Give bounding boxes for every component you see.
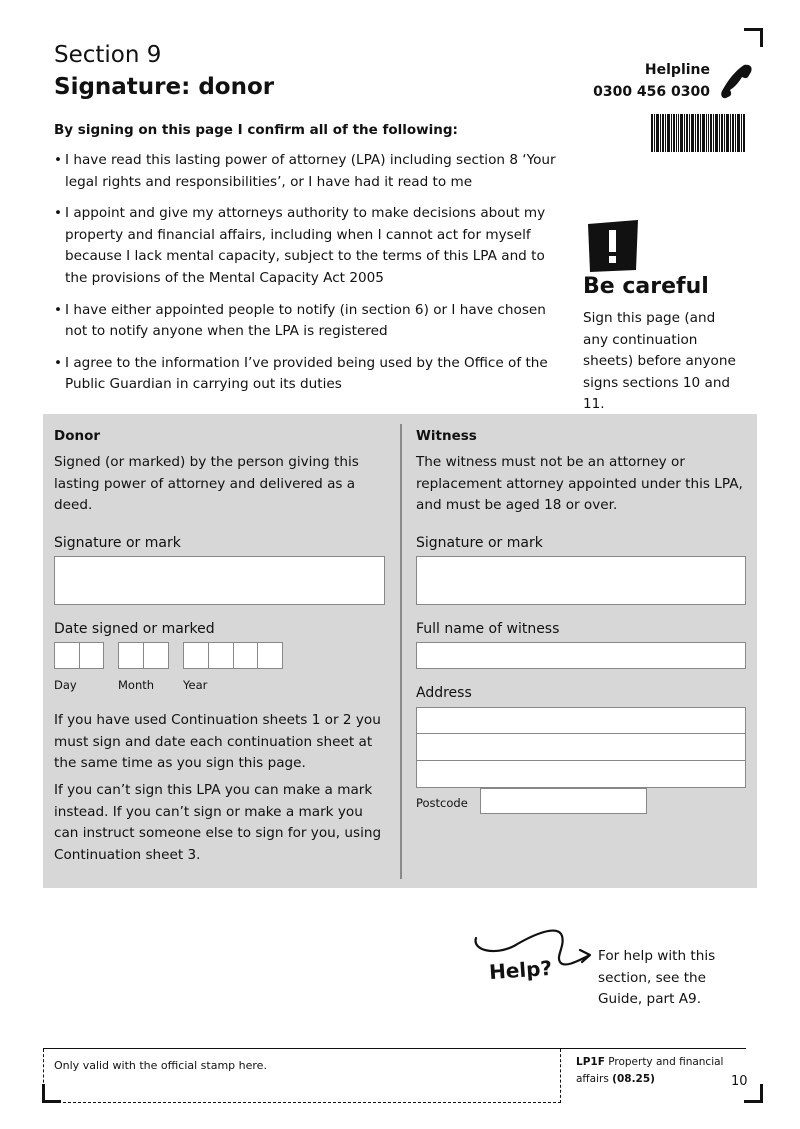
donor-date-label: Date signed or marked <box>54 621 215 637</box>
section-number: Section 9 <box>54 42 162 68</box>
witness-address-label: Address <box>416 685 472 701</box>
witness-address-line-2[interactable] <box>416 733 746 761</box>
help-text: For help with this section, see the Guide, part A9. <box>598 948 716 1008</box>
donor-description: Signed (or marked) by the person giving this lasting power of attorney and delivered as a deed. <box>54 454 359 514</box>
form-code <box>576 1054 726 1088</box>
postcode-label: Postcode <box>416 796 468 810</box>
witness-heading: Witness <box>416 428 477 444</box>
date-year-label: Year <box>183 678 208 692</box>
donor-signature-label: Signature or mark <box>54 535 181 551</box>
continuation-note: If you have used Continuation sheets 1 or 2 you must sign and date each continuation sheet at the same time as you sign this page. <box>54 712 381 772</box>
helpline-number: 0300 456 0300 <box>593 84 710 100</box>
careful-text: Sign this page (and any continuation sheets) before anyone signs sections 10 and 11. <box>583 310 736 413</box>
date-year-field[interactable] <box>183 642 283 669</box>
witness-signature-field[interactable] <box>416 556 746 605</box>
page-number: 10 <box>731 1074 748 1089</box>
careful-title: Be careful <box>583 274 709 299</box>
date-day-field[interactable] <box>54 642 104 669</box>
help-word: Help? <box>488 955 553 985</box>
date-day-label: Day <box>54 678 77 692</box>
form-code-id: LP1F <box>576 1056 605 1068</box>
date-month-field[interactable] <box>118 642 169 669</box>
helpline-label: Helpline <box>644 62 710 78</box>
stamp-text: Only valid with the official stamp here. <box>54 1059 267 1072</box>
witness-fullname-label: Full name of witness <box>416 621 560 637</box>
form-code-desc: Property and financial affairs <box>576 1056 724 1085</box>
barcode-icon <box>651 114 745 152</box>
declaration-item: • I agree to the information I’ve provided being used by the Office of the Public Guardian in carrying out its duties <box>54 353 559 396</box>
form-code-version: (08.25) <box>612 1073 655 1085</box>
donor-heading: Donor <box>54 428 101 444</box>
declaration-item: • I have read this lasting power of attorney (LPA) including section 8 ‘Your legal rights and responsibilities’, or I have had it read to me <box>54 150 559 193</box>
exclamation-icon <box>586 220 640 272</box>
donor-signature-field[interactable] <box>54 556 385 605</box>
declaration-item: • I appoint and give my attorneys authority to make decisions about my property and financial affairs, including when I cannot act for myself because I lack mental capacity, subject to the terms of this LPA and to the provisions of the Mental Capacity Act 2005 <box>54 203 559 289</box>
page-title: Signature: donor <box>54 74 275 100</box>
witness-address-line-1[interactable] <box>416 707 746 734</box>
witness-address-line-3[interactable] <box>416 760 746 788</box>
postcode-field[interactable] <box>480 788 647 814</box>
official-stamp-area <box>43 1049 561 1103</box>
declaration-list <box>54 150 559 406</box>
witness-fullname-field[interactable] <box>416 642 746 669</box>
panel-divider <box>400 424 402 879</box>
witness-description: The witness must not be an attorney or replacement attorney appointed under this LPA, and must be aged 18 or over. <box>416 454 743 514</box>
corner-mark-top-right <box>744 28 763 47</box>
declaration-intro: By signing on this page I confirm all of the following: <box>54 122 458 138</box>
declaration-item: • I have either appointed people to notify (in section 6) or I have chosen not to notify anyone when the LPA is registered <box>54 300 559 343</box>
mark-note: If you can’t sign this LPA you can make a mark instead. If you can’t sign or make a mark you can instruct someone else to sign for you, using Continuation sheet 3. <box>54 782 382 863</box>
date-month-label: Month <box>118 678 155 692</box>
witness-signature-label: Signature or mark <box>416 535 543 551</box>
phone-icon <box>720 62 756 100</box>
